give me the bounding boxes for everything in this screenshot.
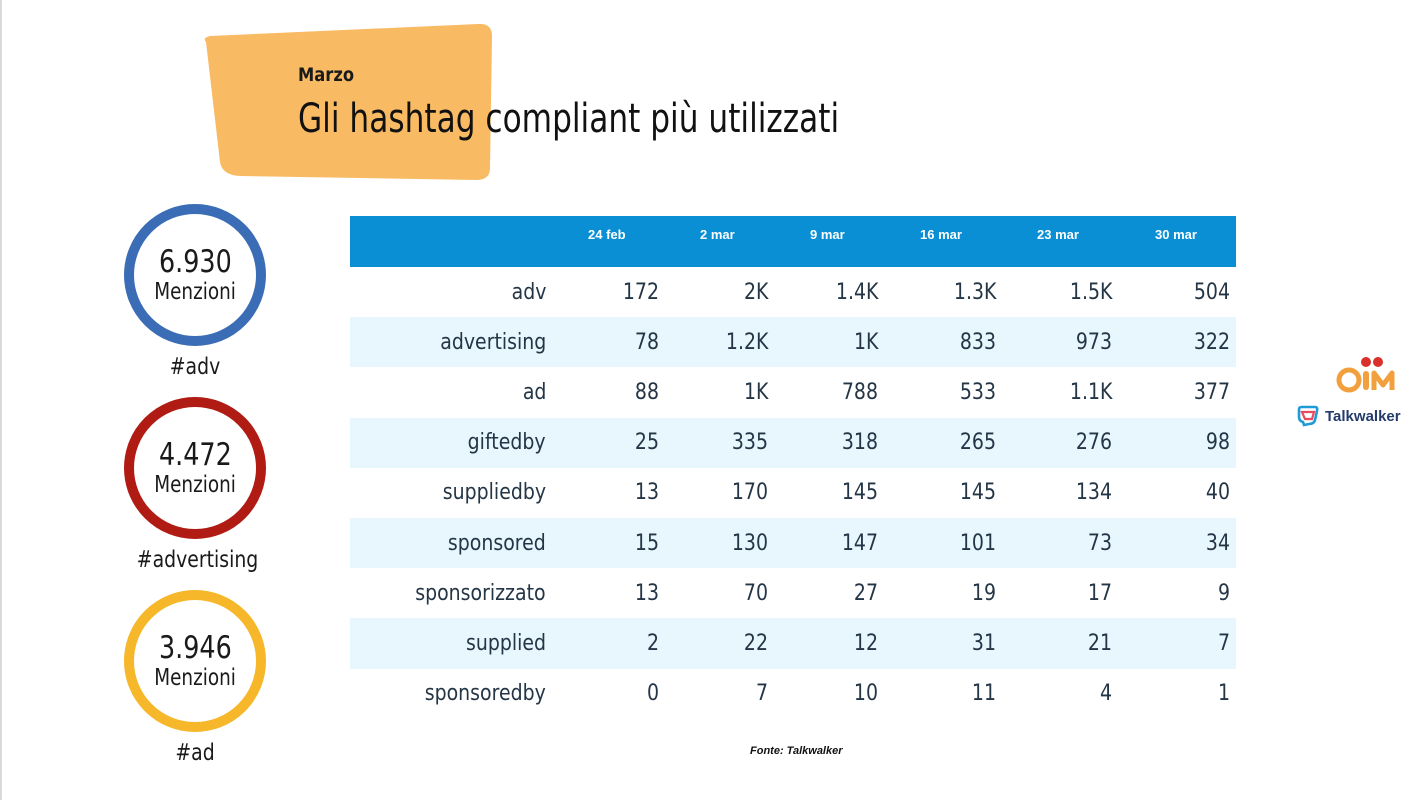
table-cell-value: 12 <box>853 630 878 656</box>
table-cell-value: 170 <box>731 480 768 506</box>
hashtag-weekly-table <box>350 216 1236 719</box>
slide-title: Gli hashtag compliant più utilizzati <box>298 96 840 142</box>
table-cell-value: 11 <box>971 681 996 707</box>
kpi-ring <box>124 590 266 732</box>
table-cell-value: 1.1K <box>1069 379 1112 405</box>
table-cell-value: 172 <box>622 279 659 305</box>
kpi-value: 3.946 <box>158 630 232 666</box>
table-cell-value: 31 <box>971 630 996 656</box>
table-row <box>350 568 1236 618</box>
table-cell-value: 147 <box>841 530 878 556</box>
table-cell-value: 0 <box>646 681 659 707</box>
kpi-hashtag: #advertising <box>136 547 259 573</box>
table-cell-value: 1.2K <box>725 329 768 355</box>
table-row <box>350 317 1236 367</box>
table-cell-value: 377 <box>1193 379 1230 405</box>
table-cell-value: 10 <box>853 681 878 707</box>
row-hashtag-label: sponsoredby <box>424 681 546 707</box>
row-hashtag-label: adv <box>511 279 546 305</box>
table-cell-value: 1.5K <box>1069 279 1112 305</box>
talkwalker-logo-text: Talkwalker <box>1325 407 1401 425</box>
row-hashtag-label: ad <box>522 379 546 405</box>
oim-logo-icon <box>1336 355 1400 393</box>
table-cell-value: 2 <box>646 630 659 656</box>
table-column-header: 2 mar <box>700 227 735 242</box>
table-body <box>350 267 1236 719</box>
row-hashtag-label: sponsorizzato <box>415 580 546 606</box>
source-note: Fonte: Talkwalker <box>750 745 843 757</box>
table-cell-value: 2K <box>743 279 768 305</box>
table-column-header: 24 feb <box>588 227 626 242</box>
kpi-hashtag: #adv <box>169 354 221 380</box>
kpi-ad <box>124 590 266 766</box>
table-column-header: 16 mar <box>920 227 962 242</box>
table-cell-value: 276 <box>1075 430 1112 456</box>
kpi-hashtag: #ad <box>175 740 215 766</box>
table-cell-value: 833 <box>959 329 996 355</box>
table-cell-value: 1K <box>743 379 768 405</box>
table-header-row <box>350 216 1236 267</box>
kpi-caption: Menzioni <box>154 665 236 691</box>
talkwalker-logo <box>1296 404 1401 428</box>
table-cell-value: 27 <box>853 580 878 606</box>
table-row <box>350 618 1236 668</box>
table-cell-value: 265 <box>959 430 996 456</box>
table-cell-value: 1 <box>1217 681 1230 707</box>
table-row <box>350 418 1236 468</box>
table-column-header: 9 mar <box>810 227 845 242</box>
kpi-value: 6.930 <box>158 244 232 280</box>
table-cell-value: 145 <box>841 480 878 506</box>
table-cell-value: 101 <box>959 530 996 556</box>
table-cell-value: 13 <box>634 480 659 506</box>
table-cell-value: 15 <box>634 530 659 556</box>
table-row <box>350 367 1236 417</box>
table-cell-value: 788 <box>841 379 878 405</box>
table-cell-value: 70 <box>743 580 768 606</box>
table-cell-value: 1K <box>853 329 878 355</box>
table-cell-value: 145 <box>959 480 996 506</box>
table-cell-value: 973 <box>1075 329 1112 355</box>
table-cell-value: 40 <box>1205 480 1230 506</box>
row-hashtag-label: sponsored <box>448 530 546 556</box>
row-hashtag-label: giftedby <box>468 430 546 456</box>
row-hashtag-label: supplied <box>465 630 546 656</box>
slide-eyebrow: Marzo <box>298 64 355 86</box>
table-cell-value: 19 <box>971 580 996 606</box>
kpi-ring <box>124 204 266 346</box>
table-cell-value: 73 <box>1087 530 1112 556</box>
table-cell-value: 335 <box>731 430 768 456</box>
table-row <box>350 468 1236 518</box>
table-cell-value: 21 <box>1087 630 1112 656</box>
table-cell-value: 134 <box>1075 480 1112 506</box>
talkwalker-logo-icon <box>1296 404 1320 428</box>
table-cell-value: 1.4K <box>835 279 878 305</box>
table-cell-value: 98 <box>1205 430 1230 456</box>
table-cell-value: 25 <box>634 430 659 456</box>
kpi-ring <box>124 397 266 539</box>
kpi-value: 4.472 <box>158 437 232 473</box>
table-row <box>350 518 1236 568</box>
table-cell-value: 533 <box>959 379 996 405</box>
table-cell-value: 7 <box>1217 630 1230 656</box>
table-cell-value: 17 <box>1087 580 1112 606</box>
table-cell-value: 13 <box>634 580 659 606</box>
table-column-header: 23 mar <box>1037 227 1079 242</box>
table-cell-value: 322 <box>1193 329 1230 355</box>
table-cell-value: 318 <box>841 430 878 456</box>
kpi-advertising <box>124 397 266 573</box>
kpi-caption: Menzioni <box>154 279 236 305</box>
table-cell-value: 4 <box>1099 681 1112 707</box>
table-cell-value: 34 <box>1205 530 1230 556</box>
table-cell-value: 88 <box>634 379 659 405</box>
table-cell-value: 22 <box>743 630 768 656</box>
table-cell-value: 7 <box>755 681 768 707</box>
table-header-empty-cell <box>350 216 588 227</box>
row-hashtag-label: suppliedby <box>442 480 546 506</box>
kpi-adv <box>124 204 266 380</box>
kpi-caption: Menzioni <box>154 472 236 498</box>
row-hashtag-label: advertising <box>439 329 546 355</box>
table-column-header: 30 mar <box>1155 227 1197 242</box>
table-row <box>350 267 1236 317</box>
table-cell-value: 504 <box>1193 279 1230 305</box>
page-left-rule <box>0 0 2 800</box>
table-cell-value: 78 <box>634 329 659 355</box>
table-cell-value: 1.3K <box>953 279 996 305</box>
table-cell-value: 9 <box>1217 580 1230 606</box>
table-row <box>350 669 1236 719</box>
table-cell-value: 130 <box>731 530 768 556</box>
